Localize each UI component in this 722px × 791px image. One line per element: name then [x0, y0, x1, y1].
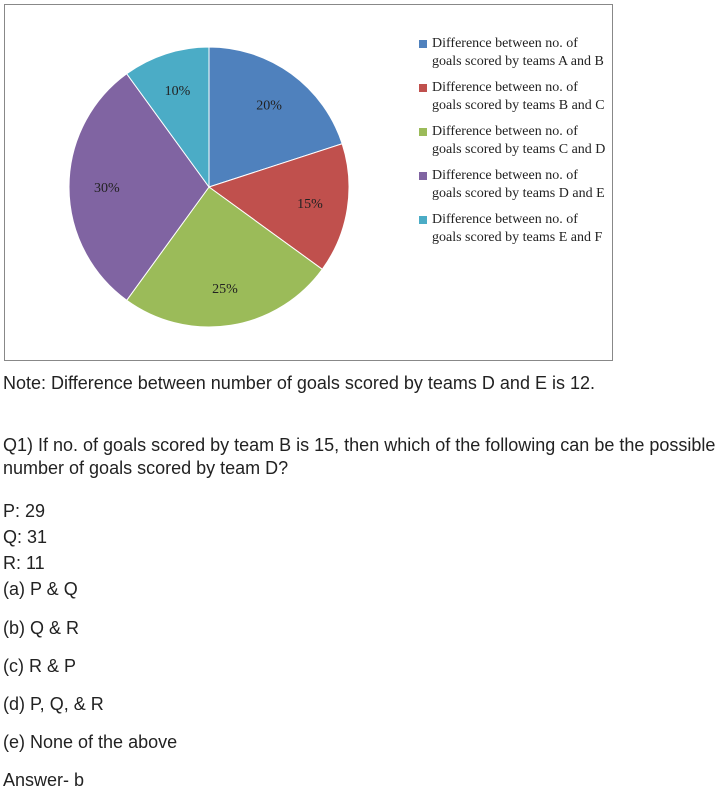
legend-label: Difference between no. of goals scored by teams B and C [432, 80, 605, 113]
statement-p: P: 29 [3, 501, 46, 521]
legend-label: Difference between no. of goals scored by teams C and D [432, 124, 606, 157]
legend-item-2 [419, 79, 609, 115]
legend-swatch [419, 172, 427, 180]
legend-swatch [419, 128, 427, 136]
answer-text: Answer- b [3, 770, 85, 790]
question-text: Q1) If no. of goals scored by team B is 15, then which of the following can be the possible number of goals scored by team D? [3, 435, 716, 478]
legend-swatch [419, 40, 427, 48]
legend-label: Difference between no. of goals scored by teams A and B [432, 36, 604, 69]
legend-swatch [419, 84, 427, 92]
legend-item-3 [419, 123, 609, 159]
option-e: (e) None of the above [3, 732, 178, 752]
legend-item-5 [419, 211, 609, 247]
slice-label-4: 30% [93, 181, 120, 196]
legend-item-1 [419, 35, 609, 71]
legend-label: Difference between no. of goals scored by teams D and E [432, 168, 605, 201]
note-text: Note: Difference between number of goals scored by teams D and E is 12. [3, 373, 595, 393]
pie-chart [4, 4, 613, 361]
option-a: (a) P & Q [3, 579, 78, 599]
slice-label-5: 10% [164, 83, 191, 99]
legend-item-4 [419, 167, 609, 203]
slice-label-1: 20% [256, 98, 282, 114]
slice-label-3: 25% [212, 281, 238, 297]
legend-label: Difference between no. of goals scored by teams E and F [432, 212, 603, 245]
statement-q: Q: 31 [3, 527, 48, 547]
option-c: (c) R & P [3, 656, 77, 676]
statement-r: R: 11 [3, 553, 45, 573]
option-b: (b) Q & R [3, 618, 80, 638]
chart-legend [419, 35, 609, 255]
option-d: (d) P, Q, & R [3, 694, 104, 714]
legend-swatch [419, 216, 427, 224]
slice-label-2: 15% [297, 197, 323, 212]
